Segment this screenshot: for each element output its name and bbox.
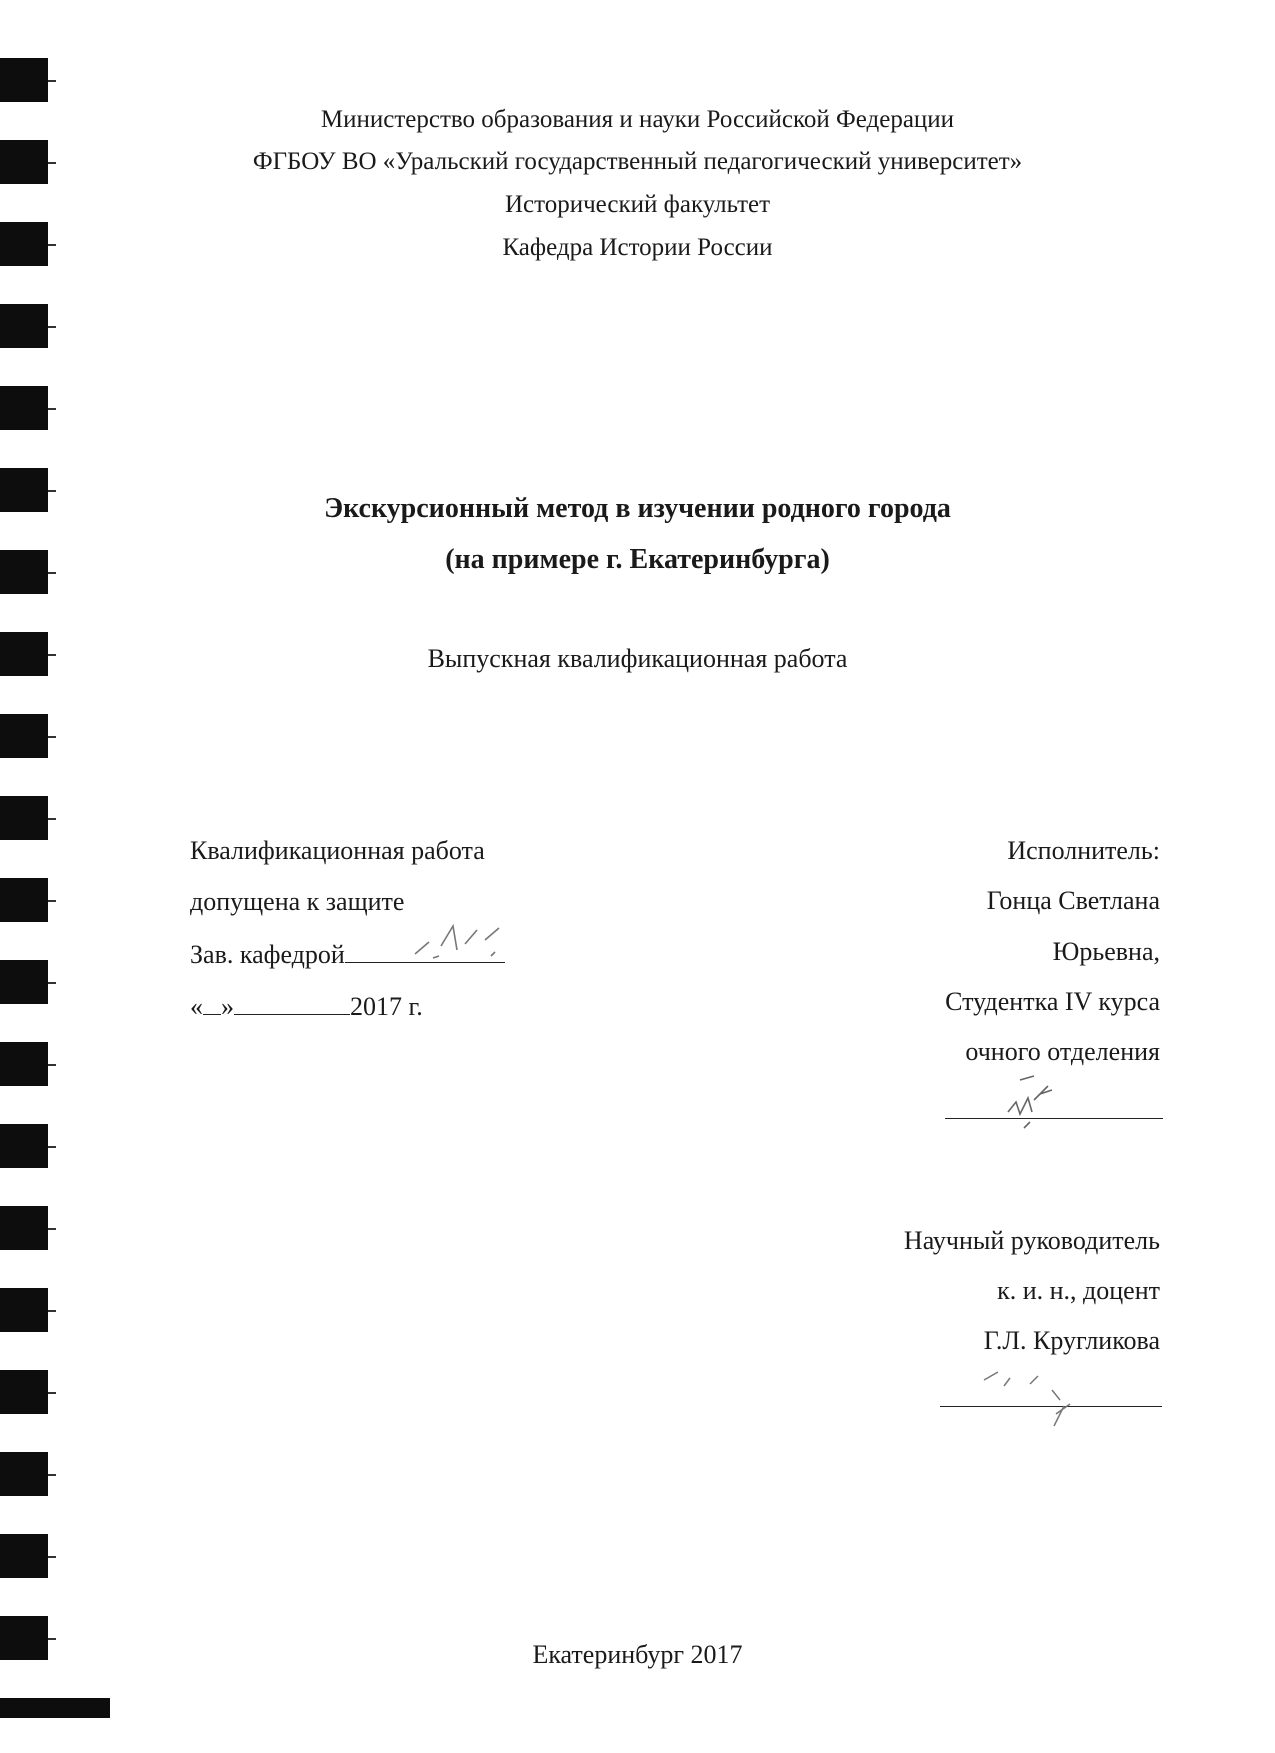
supervisor-degree: к. и. н., доцент — [997, 1276, 1160, 1305]
author-signature-scribble — [990, 1072, 1080, 1142]
date-year: 2017 г. — [350, 992, 423, 1021]
supervisor-signature-scribble — [960, 1360, 1100, 1440]
supervisor-label: Научный руководитель — [903, 1226, 1160, 1255]
day-blank — [203, 990, 221, 1015]
date-open-quote: « — [190, 992, 203, 1021]
head-label: Зав. кафедрой — [190, 940, 345, 969]
ministry-line: Министерство образования и науки Российской Федерации — [320, 106, 955, 133]
spiral-binding — [0, 0, 60, 1753]
city-year: Екатеринбург 2017 — [532, 1640, 743, 1669]
month-blank — [234, 990, 350, 1015]
work-type: Выпускная квалификационная работа — [427, 644, 848, 673]
university-line: ФГБОУ ВО «Уральский государственный педагогический университет» — [252, 148, 1023, 175]
author-label: Исполнитель: — [1007, 836, 1160, 865]
supervisor-name: Г.Л. Кругликова — [983, 1326, 1160, 1355]
admission-line-2: допущена к защите — [190, 887, 405, 916]
title-line-1: Экскурсионный метод в изучении родного города — [324, 493, 951, 524]
head-signature-scribble — [395, 916, 525, 966]
date-close-quote: » — [221, 992, 234, 1021]
date-row — [190, 990, 423, 1022]
department-line: Кафедра Истории России — [502, 234, 773, 261]
author-status-line-2: очного отделения — [965, 1037, 1160, 1066]
title-line-2: (на примере г. Екатеринбурга) — [445, 544, 830, 575]
admission-line-1: Квалификационная работа — [190, 836, 485, 865]
author-status-line-1: Студентка IV курса — [945, 987, 1160, 1016]
faculty-line: Исторический факультет — [504, 191, 771, 218]
author-name-line-2: Юрьевна, — [1052, 937, 1160, 966]
author-name-line-1: Гонца Светлана — [986, 886, 1160, 915]
